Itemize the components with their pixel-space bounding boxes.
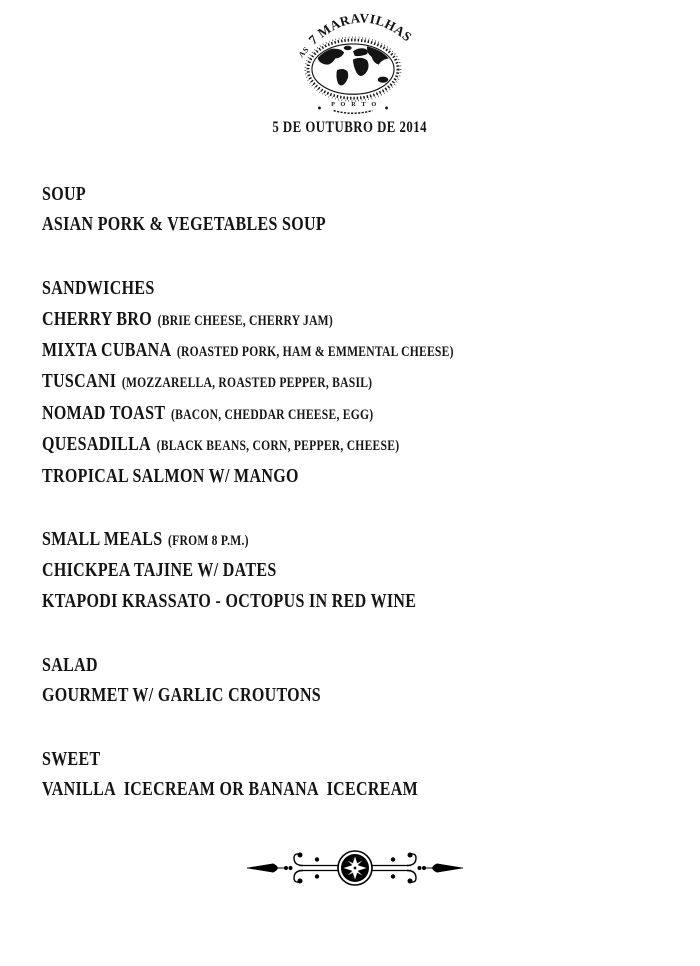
menu-item-note: (BLACK BEANS, CORN, PEPPER, CHEESE) [156, 438, 400, 455]
menu-item-note: (MOZZARELLA, ROASTED PEPPER, BASIL) [121, 375, 373, 392]
section-title: SWEET [42, 748, 101, 771]
section-items [42, 774, 680, 805]
section-title-line [42, 649, 680, 680]
compass-rose-icon [338, 851, 372, 885]
date-line [0, 118, 700, 138]
menu-section [42, 743, 680, 806]
menu-item-line [42, 555, 680, 586]
menu-date: 5 DE OUTUBRO DE 2014 [272, 119, 428, 136]
menu-section [42, 272, 680, 492]
menu-item-name: CHERRY BRO [42, 307, 153, 330]
menu-item-line [42, 398, 680, 429]
ornate-oval-frame [305, 37, 400, 101]
menu-item-line [42, 209, 680, 240]
section-items [42, 555, 680, 618]
restaurant-logo-world-map-icon [291, 2, 415, 115]
menu-item-note: (BRIE CHEESE, CHERRY JAM) [157, 312, 333, 329]
menu-item-line [42, 304, 680, 335]
section-title-line [42, 178, 680, 209]
menu-item-line [42, 366, 680, 397]
menu-item-line [42, 586, 680, 617]
menu-item-name: NOMAD TOAST [42, 401, 166, 424]
menu-item-name: TUSCANI [42, 370, 117, 393]
menu-item-name: QUESADILLA [42, 433, 152, 456]
section-title-note: (FROM 8 P.M.) [168, 533, 249, 550]
menu-item-note: (BACON, CHEDDAR CHEESE, EGG) [171, 406, 374, 423]
section-items [42, 209, 680, 240]
brand-name: 7 MARAVILHAS [305, 10, 415, 48]
menu [42, 178, 680, 806]
menu-item-name: VANILLA ICECREAM OR BANANA ICECREAM [42, 778, 419, 801]
compass-rose-flourish-divider-icon [245, 842, 465, 894]
menu-section [42, 178, 680, 241]
section-title: SOUP [42, 183, 86, 205]
menu-item-line [42, 774, 680, 805]
section-title: SANDWICHES [42, 277, 155, 300]
menu-item-name: KTAPODI KRASSATO - OCTOPUS IN RED WINE [42, 590, 417, 613]
section-title: SALAD [42, 653, 98, 676]
brand-prefix: AS [296, 44, 311, 60]
menu-item-name: CHICKPEA TAJINE W/ DATES [42, 558, 277, 581]
menu-item-line [42, 335, 680, 366]
menu-item-line [42, 461, 680, 492]
menu-item-name: MIXTA CUBANA [42, 338, 172, 361]
section-items [42, 680, 680, 711]
section-title-line [42, 272, 680, 303]
section-title-line [42, 523, 680, 554]
menu-item-name: ASIAN PORK & VEGETABLES SOUP [42, 213, 326, 236]
menu-item-line [42, 429, 680, 460]
menu-section [42, 649, 680, 712]
world-map-icon [318, 45, 391, 86]
menu-item-name: TROPICAL SALMON W/ MANGO [42, 464, 299, 487]
menu-item-note: (ROASTED PORK, HAM & EMMENTAL CHEESE) [176, 343, 454, 360]
menu-section [42, 523, 680, 617]
section-title-line [42, 743, 680, 774]
section-items [42, 304, 680, 492]
menu-item-line [42, 680, 680, 711]
brand-city-text: P O R T O [331, 102, 379, 109]
section-title: SMALL MEALS [42, 528, 163, 551]
menu-item-name: GOURMET W/ GARLIC CROUTONS [42, 684, 322, 707]
